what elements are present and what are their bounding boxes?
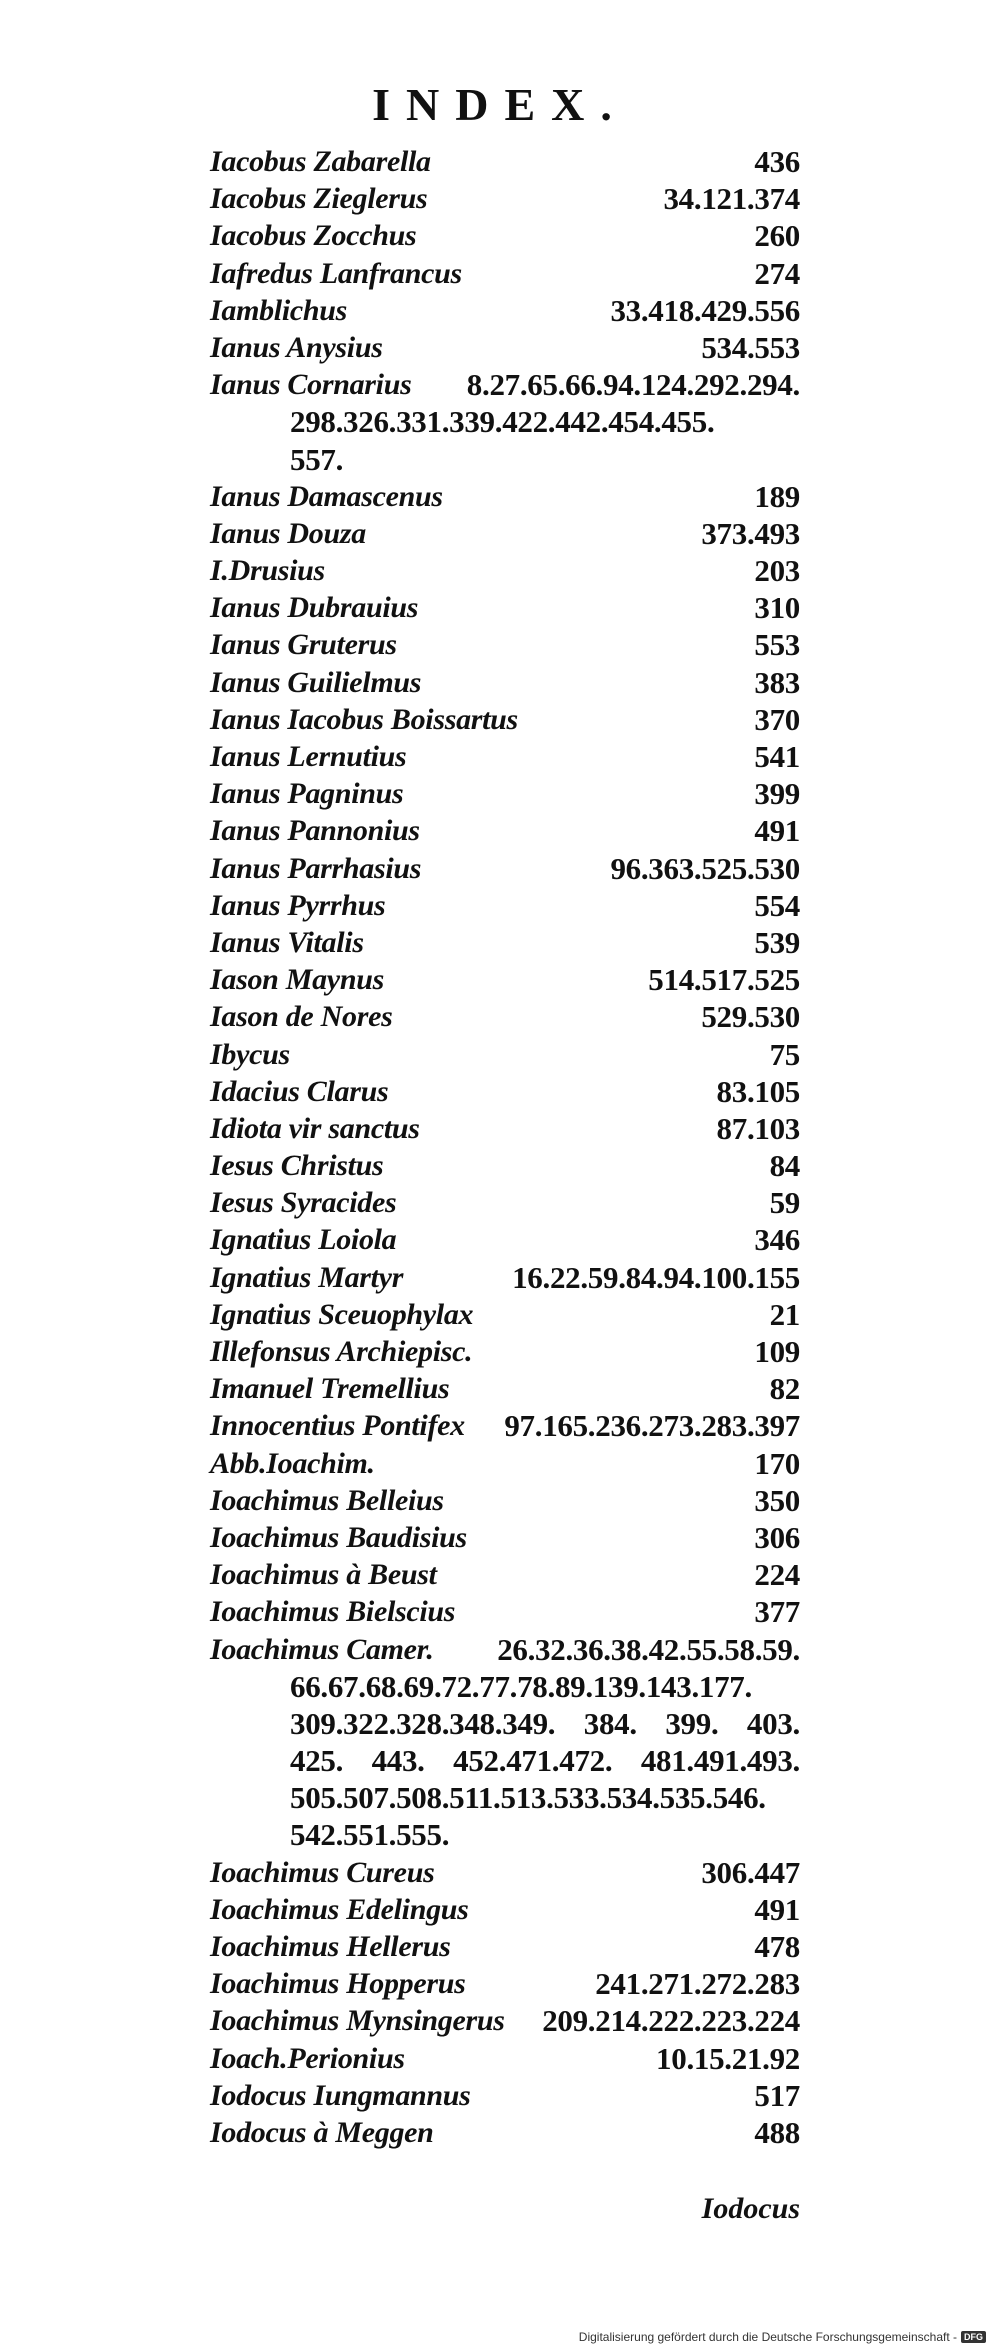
entry-pages: 491 <box>754 813 800 849</box>
entry-line <box>210 1370 800 1407</box>
entry-pages: 109 <box>754 1334 800 1369</box>
index-entry <box>210 738 800 775</box>
index-entry <box>210 1110 800 1147</box>
entry-pages: 383 <box>754 664 800 700</box>
entry-pages: 209.214.222.223.224 <box>542 2003 800 2039</box>
entry-line <box>210 255 800 292</box>
entry-continuation-line <box>210 1779 800 1816</box>
footer <box>579 2330 986 2344</box>
index-entry <box>210 143 800 180</box>
entry-line <box>210 1184 800 1221</box>
entry-pages: 21 <box>769 1296 800 1332</box>
index-entry <box>210 924 800 961</box>
entry-line <box>210 1296 800 1333</box>
index-entry <box>210 1891 800 1928</box>
entry-line <box>210 1445 800 1482</box>
entry-name: Iamblichus <box>210 293 348 327</box>
entry-line <box>210 552 800 589</box>
index-entry <box>210 1482 800 1519</box>
entry-line <box>210 1333 800 1370</box>
index-entry <box>210 552 800 589</box>
index-entry <box>210 1147 800 1184</box>
entry-continuation-line <box>210 1668 800 1705</box>
index-entry <box>210 775 800 812</box>
entry-name: Ioachimus Belleius <box>210 1483 444 1517</box>
entry-line <box>210 1036 800 1073</box>
entry-pages: 82 <box>769 1371 800 1407</box>
entry-line <box>210 1556 800 1593</box>
entry-continuation-line <box>210 1705 800 1742</box>
entry-pages: 377 <box>754 1594 800 1630</box>
entry-line <box>210 2040 800 2077</box>
entry-line <box>210 1631 800 1668</box>
entry-pages: 16.22.59.84.94.100.155 <box>512 1259 800 1295</box>
entry-line <box>210 1259 800 1296</box>
entry-pages: 189 <box>754 478 800 514</box>
entry-name: Iacobus Zocchus <box>210 219 417 253</box>
entry-pages: 488 <box>754 2114 800 2150</box>
entry-name: Ianus Pagninus <box>210 777 404 811</box>
entry-continuation-pages: 557. <box>290 441 344 477</box>
index-entry <box>210 887 800 924</box>
entry-line <box>210 812 800 849</box>
entry-pages: 34.121.374 <box>663 181 800 217</box>
entry-name: Ioachimus Bielscius <box>210 1595 456 1629</box>
entry-name: Iason Maynus <box>210 963 384 997</box>
entry-line <box>210 887 800 924</box>
entry-pages: 539 <box>754 924 800 960</box>
entry-name: Ianus Pyrrhus <box>210 888 386 922</box>
entry-continuation-line <box>210 441 800 478</box>
entry-line <box>210 924 800 961</box>
index-entry <box>210 329 800 366</box>
entry-name: Ioachimus Edelingus <box>210 1892 469 1926</box>
entry-line <box>210 998 800 1035</box>
entry-pages: 346 <box>754 1222 800 1258</box>
entry-line <box>210 292 800 329</box>
index-entry <box>210 292 800 329</box>
index-entry <box>210 1296 800 1333</box>
entry-continuation-line <box>210 1742 800 1779</box>
index-entry <box>210 1073 800 1110</box>
entry-name: Ioachimus Cureus <box>210 1855 435 1889</box>
entry-line <box>210 664 800 701</box>
entry-continuation-pages: 542.551.555. <box>290 1817 450 1853</box>
index-entry <box>210 180 800 217</box>
index-entry <box>210 2077 800 2114</box>
entry-pages: 8.27.65.66.94.124.292.294. <box>466 367 800 403</box>
entry-pages: 534.553 <box>701 329 800 365</box>
entry-name: Ignatius Sceuophylax <box>210 1297 474 1331</box>
entry-pages: 260 <box>754 218 800 254</box>
dfg-logo: DFG <box>961 2331 986 2343</box>
catchword: Iodocus <box>701 2192 800 2225</box>
entry-name: Iason de Nores <box>210 1000 393 1034</box>
entry-continuation-pages: 505.507.508.511.513.533.534.535.546. <box>290 1780 766 1816</box>
index-entry <box>210 1854 800 1891</box>
index-entry <box>210 2002 800 2039</box>
entry-pages: 33.418.429.556 <box>610 292 800 328</box>
entry-line <box>210 2002 800 2039</box>
entry-name: Ianus Lernutius <box>210 740 407 773</box>
entry-name: Iafredus Lanfrancus <box>210 256 462 290</box>
entry-pages: 436 <box>754 144 800 179</box>
entry-name: Ioachimus Hellerus <box>210 1930 451 1963</box>
entry-pages: 399 <box>754 776 800 812</box>
index-entry <box>210 1593 800 1630</box>
entry-line <box>210 1147 800 1184</box>
index-entry <box>210 701 800 738</box>
page-title: INDEX. <box>372 79 628 130</box>
index-entry <box>210 1519 800 1556</box>
entry-line <box>210 217 800 254</box>
entry-name: Ianus Dubrauius <box>210 591 419 625</box>
index-entry <box>210 366 800 478</box>
entry-name: Ioachimus Mynsingerus <box>210 2004 505 2038</box>
index-entry <box>210 664 800 701</box>
entry-line <box>210 1407 800 1444</box>
entry-name: Ianus Iacobus Boissartus <box>210 702 518 736</box>
entry-line <box>210 2077 800 2114</box>
entry-line <box>210 1110 800 1147</box>
index-entry <box>210 961 800 998</box>
index-entry <box>210 515 800 552</box>
index-entry <box>210 850 800 887</box>
entry-line <box>210 180 800 217</box>
entry-pages: 10.15.21.92 <box>656 2040 800 2076</box>
entry-pages: 514.517.525 <box>648 962 800 998</box>
entry-name: Idacius Clarus <box>210 1074 389 1108</box>
entry-name: Ianus Cornarius <box>210 368 412 402</box>
entry-pages: 370 <box>754 701 800 737</box>
entry-pages: 274 <box>754 255 800 291</box>
entry-pages: 96.363.525.530 <box>610 850 800 886</box>
entry-pages: 350 <box>754 1482 800 1518</box>
entry-continuation-pages: 66.67.68.69.72.77.78.89.139.143.177. <box>290 1668 752 1704</box>
entry-pages: 529.530 <box>701 999 800 1035</box>
index-entry <box>210 1370 800 1407</box>
entry-line <box>210 1482 800 1519</box>
entry-name: Iesus Syracides <box>210 1186 397 1220</box>
entry-name: Ioachimus Baudisius <box>210 1520 467 1554</box>
entry-line <box>210 1891 800 1928</box>
entry-line <box>210 1593 800 1630</box>
entry-pages: 306.447 <box>701 1854 800 1890</box>
entry-name: Ianus Anysius <box>210 330 383 364</box>
index-entry <box>210 1445 800 1482</box>
entry-pages: 541 <box>754 739 800 774</box>
entry-name: Abb.Ioachim. <box>210 1446 375 1480</box>
index-entry <box>210 589 800 626</box>
index-entry <box>210 1221 800 1258</box>
entry-name: Ianus Guilielmus <box>210 665 422 699</box>
index-entry <box>210 1036 800 1073</box>
index-entry <box>210 2040 800 2077</box>
entry-line <box>210 850 800 887</box>
entry-pages: 224 <box>754 1557 800 1593</box>
entry-pages: 373.493 <box>701 515 800 551</box>
entry-name: Idiota vir sanctus <box>210 1111 420 1145</box>
entry-pages: 553 <box>754 627 800 663</box>
index-entry <box>210 1556 800 1593</box>
entry-line <box>210 329 800 366</box>
entry-name: Ioachimus à Beust <box>210 1558 437 1592</box>
entry-name: Ibycus <box>210 1037 290 1071</box>
entry-line <box>210 2114 800 2151</box>
index-entry <box>210 478 800 515</box>
entry-name: Ioachimus Hopperus <box>210 1967 466 2001</box>
entry-name: Iesus Christus <box>210 1149 384 1183</box>
entry-continuation-line <box>210 403 800 440</box>
entry-pages: 306 <box>754 1519 800 1555</box>
entry-name: Imanuel Tremellius <box>210 1372 450 1406</box>
entry-name: Ianus Pannonius <box>210 814 420 848</box>
entry-name: Ianus Gruterus <box>210 628 397 662</box>
entry-pages: 97.165.236.273.283.397 <box>504 1408 800 1444</box>
entry-pages: 87.103 <box>716 1110 800 1146</box>
entry-line <box>210 775 800 812</box>
entry-line <box>210 478 800 515</box>
entry-continuation-pages: 309.322.328.348.349. 384. 399. 403. <box>290 1705 800 1741</box>
index-entry <box>210 255 800 292</box>
entry-name: Iacobus Zabarella <box>210 145 431 178</box>
entry-name: Illefonsus Archiepisc. <box>210 1335 473 1368</box>
entry-name: Ianus Damascenus <box>210 479 443 513</box>
index-entry <box>210 1631 800 1854</box>
entry-pages: 491 <box>754 1891 800 1927</box>
index-entry <box>210 812 800 849</box>
entry-line <box>210 1965 800 2002</box>
entry-line <box>210 1519 800 1556</box>
entry-name: Ignatius Martyr <box>210 1260 404 1294</box>
entry-continuation-pages: 298.326.331.339.422.442.454.455. <box>290 404 715 440</box>
entry-pages: 478 <box>754 1929 800 1964</box>
entry-name: Ignatius Loiola <box>210 1223 397 1257</box>
entry-continuation-pages: 425. 443. 452.471.472. 481.491.493. <box>290 1743 800 1779</box>
index-entry <box>210 217 800 254</box>
index-entry <box>210 626 800 663</box>
index-entry <box>210 1259 800 1296</box>
entry-pages: 84 <box>769 1148 800 1184</box>
entry-pages: 59 <box>769 1185 800 1221</box>
entry-line <box>210 738 800 775</box>
entry-name: Ianus Douza <box>210 516 366 550</box>
entry-line <box>210 515 800 552</box>
entry-name: I.Drusius <box>210 554 325 588</box>
entry-name: Iodocus à Meggen <box>210 2115 434 2149</box>
index-entry <box>210 1184 800 1221</box>
entry-pages: 170 <box>754 1445 800 1481</box>
entry-pages: 554 <box>754 887 800 923</box>
entry-line <box>210 1854 800 1891</box>
entry-name: Ianus Vitalis <box>210 925 364 959</box>
entry-line <box>210 1928 800 1965</box>
index-entry <box>210 1407 800 1444</box>
index-entry <box>210 1333 800 1370</box>
index-list <box>210 143 800 2151</box>
index-entry <box>210 1928 800 1965</box>
entry-continuation-line <box>210 1816 800 1853</box>
entry-line <box>210 701 800 738</box>
index-entry <box>210 1965 800 2002</box>
entry-name: Iacobus Zieglerus <box>210 182 428 216</box>
entry-line <box>210 1221 800 1258</box>
entry-line <box>210 143 800 180</box>
entry-pages: 517 <box>754 2077 800 2113</box>
entry-name: Innocentius Pontifex <box>210 1409 465 1443</box>
index-entry <box>210 998 800 1035</box>
entry-pages: 241.271.272.283 <box>595 1966 800 2002</box>
entry-name: Ioach.Perionius <box>210 2041 405 2075</box>
entry-line <box>210 1073 800 1110</box>
entry-pages: 203 <box>754 553 800 589</box>
entry-line <box>210 626 800 663</box>
entry-line <box>210 961 800 998</box>
entry-line <box>210 366 800 403</box>
entry-pages: 310 <box>754 590 800 626</box>
entry-name: Iodocus Iungmannus <box>210 2078 471 2112</box>
entry-name: Ioachimus Camer. <box>210 1632 434 1666</box>
index-entry <box>210 2114 800 2151</box>
entry-pages: 83.105 <box>716 1073 800 1109</box>
entry-pages: 75 <box>769 1036 800 1072</box>
entry-pages: 26.32.36.38.42.55.58.59. <box>497 1631 800 1667</box>
entry-line <box>210 589 800 626</box>
entry-name: Ianus Parrhasius <box>210 851 422 885</box>
footer-text: Digitalisierung gefördert durch die Deutsche Forschungsgemeinschaft - <box>578 2330 957 2344</box>
